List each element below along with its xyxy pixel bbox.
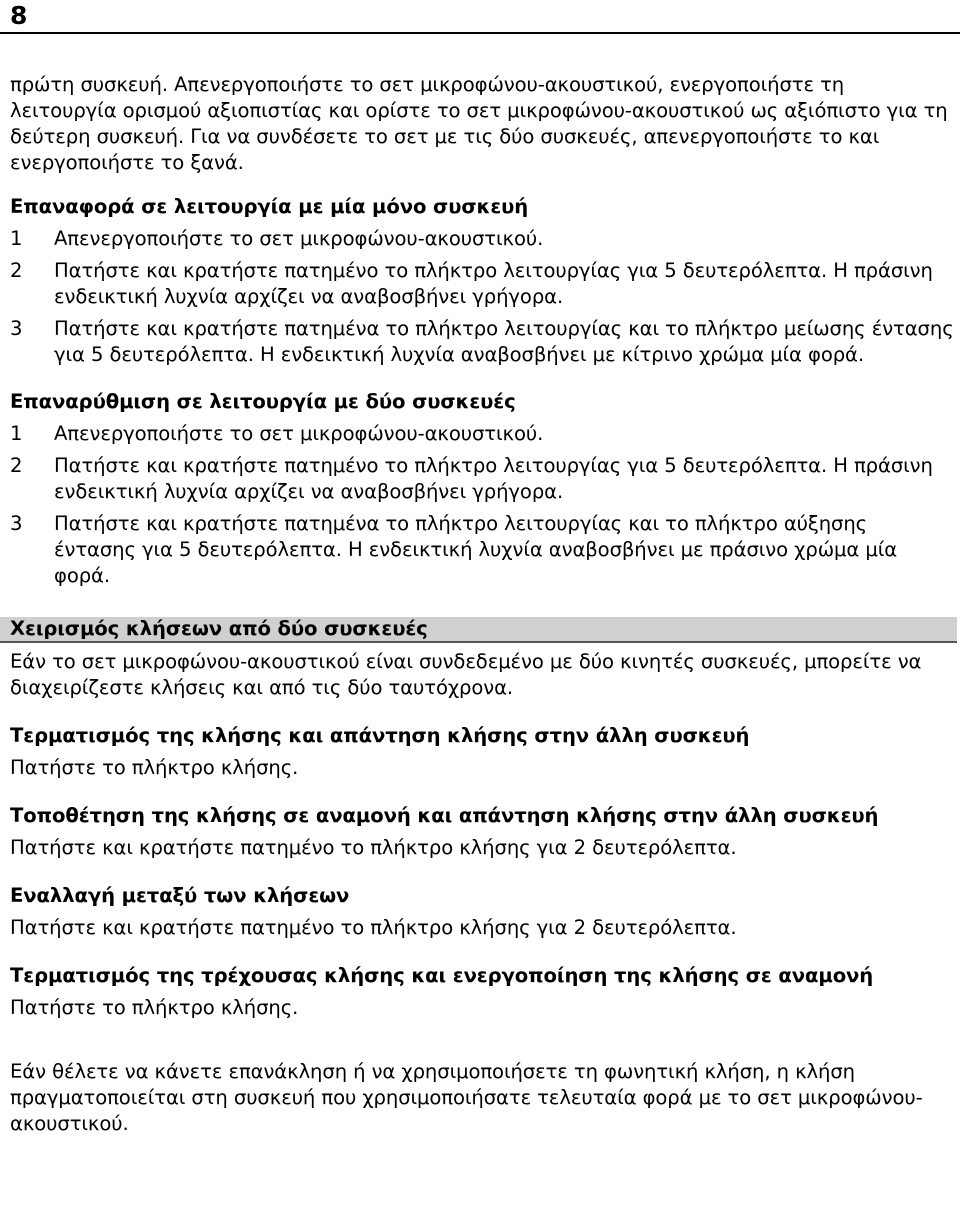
subsection-heading-switch-calls: Εναλλαγή μεταξύ των κλήσεων [10,884,350,907]
subsection-text-switch-calls: Πατήστε και κρατήστε πατημένο το πλήκτρο κλήσης για 2 δευτερόλεπτα. [10,916,737,939]
step-number: 3 [10,512,23,535]
reset-single-step-2 [10,258,955,310]
top-rule [0,32,960,34]
step-number: 1 [10,422,23,445]
reset-single-heading: Επαναφορά σε λειτουργία με μία μόνο συσκευή [10,195,529,218]
subsection-heading-hold-and-answer: Τοποθέτηση της κλήσης σε αναμονή και απάντηση κλήσης στην άλλη συσκευή [10,804,879,827]
subsection-heading-end-and-activate: Τερματισμός της τρέχουσας κλήσης και ενεργοποίηση της κλήσης σε αναμονή [10,964,874,987]
step-number: 1 [10,227,23,250]
subsection-heading-end-and-answer: Τερματισμός της κλήσης και απάντηση κλήσης στην άλλη συσκευή [10,724,750,747]
reset-dual-heading: Επαναρύθμιση σε λειτουργία με δύο συσκευές [10,390,516,413]
final-paragraph: Εάν θέλετε να κάνετε επανάκληση ή να χρησιμοποιήσετε τη φωνητική κλήση, η κλήση πραγματοποιείται στη συσκευή που χρησιμοποιήσατε τελευταία φορά με το σετ μικροφώνου-ακουστικού. [10,1060,923,1135]
step-number: 2 [10,259,23,282]
step-text: Πατήστε και κρατήστε πατημένα το πλήκτρο λειτουργίας και το πλήκτρο αύξησης έντασης για 5 δευτερόλεπτα. Η ενδεικτική λυχνία αναβοσβήνει με πράσινο χρώμα μία φορά. [54,512,898,587]
page-number: 8 [10,1,28,30]
step-number: 3 [10,317,23,340]
subsection-text-end-and-answer: Πατήστε το πλήκτρο κλήσης. [10,756,299,779]
reset-dual-step-3 [10,511,955,589]
subsection-text-end-and-activate: Πατήστε το πλήκτρο κλήσης. [10,996,299,1019]
step-text: Απενεργοποιήστε το σετ μικροφώνου-ακουστικού. [54,227,544,250]
reset-single-step-3 [10,316,955,368]
reset-dual-step-1 [10,421,955,447]
section-intro: Εάν το σετ μικροφώνου-ακουστικού είναι συνδεδεμένο με δύο κινητές συσκευές, μπορείτε να διαχειρίζεστε κλήσεις και από τις δύο ταυτόχρονα. [10,650,922,699]
page-content [10,72,955,1137]
reset-dual-step-2 [10,453,955,505]
step-text: Πατήστε και κρατήστε πατημένα το πλήκτρο λειτουργίας και το πλήκτρο μείωσης έντασης για 5 δευτερόλεπτα. Η ενδεικτική λυχνία αναβοσβήνει με κίτρινο χρώμα μία φορά. [54,317,954,366]
step-text: Απενεργοποιήστε το σετ μικροφώνου-ακουστικού. [54,422,544,445]
step-text: Πατήστε και κρατήστε πατημένο το πλήκτρο λειτουργίας για 5 δευτερόλεπτα. Η πράσινη ενδεικτική λυχνία αρχίζει να αναβοσβήνει γρήγορα. [54,454,933,503]
step-number: 2 [10,454,23,477]
subsection-text-hold-and-answer: Πατήστε και κρατήστε πατημένο το πλήκτρο κλήσης για 2 δευτερόλεπτα. [10,836,737,859]
intro-paragraph: πρώτη συσκευή. Απενεργοποιήστε το σετ μικροφώνου-ακουστικού, ενεργοποιήστε τη λειτουργία ορισμού αξιοπιστίας και ορίστε το σετ μικροφώνου-ακουστικού ως αξιόπιστο για τη δεύτερη συσκευή. Για να συνδέσετε το σετ με τις δύο συσκευές, απενεργοποιήστε το και ενεργοποιήστε το ξανά. [10,73,948,174]
reset-single-step-1 [10,226,955,252]
step-text: Πατήστε και κρατήστε πατημένο το πλήκτρο λειτουργίας για 5 δευτερόλεπτα. Η πράσινη ενδεικτική λυχνία αρχίζει να αναβοσβήνει γρήγορα. [54,259,933,308]
section-title-bar: Χειρισμός κλήσεων από δύο συσκευές [0,617,957,643]
